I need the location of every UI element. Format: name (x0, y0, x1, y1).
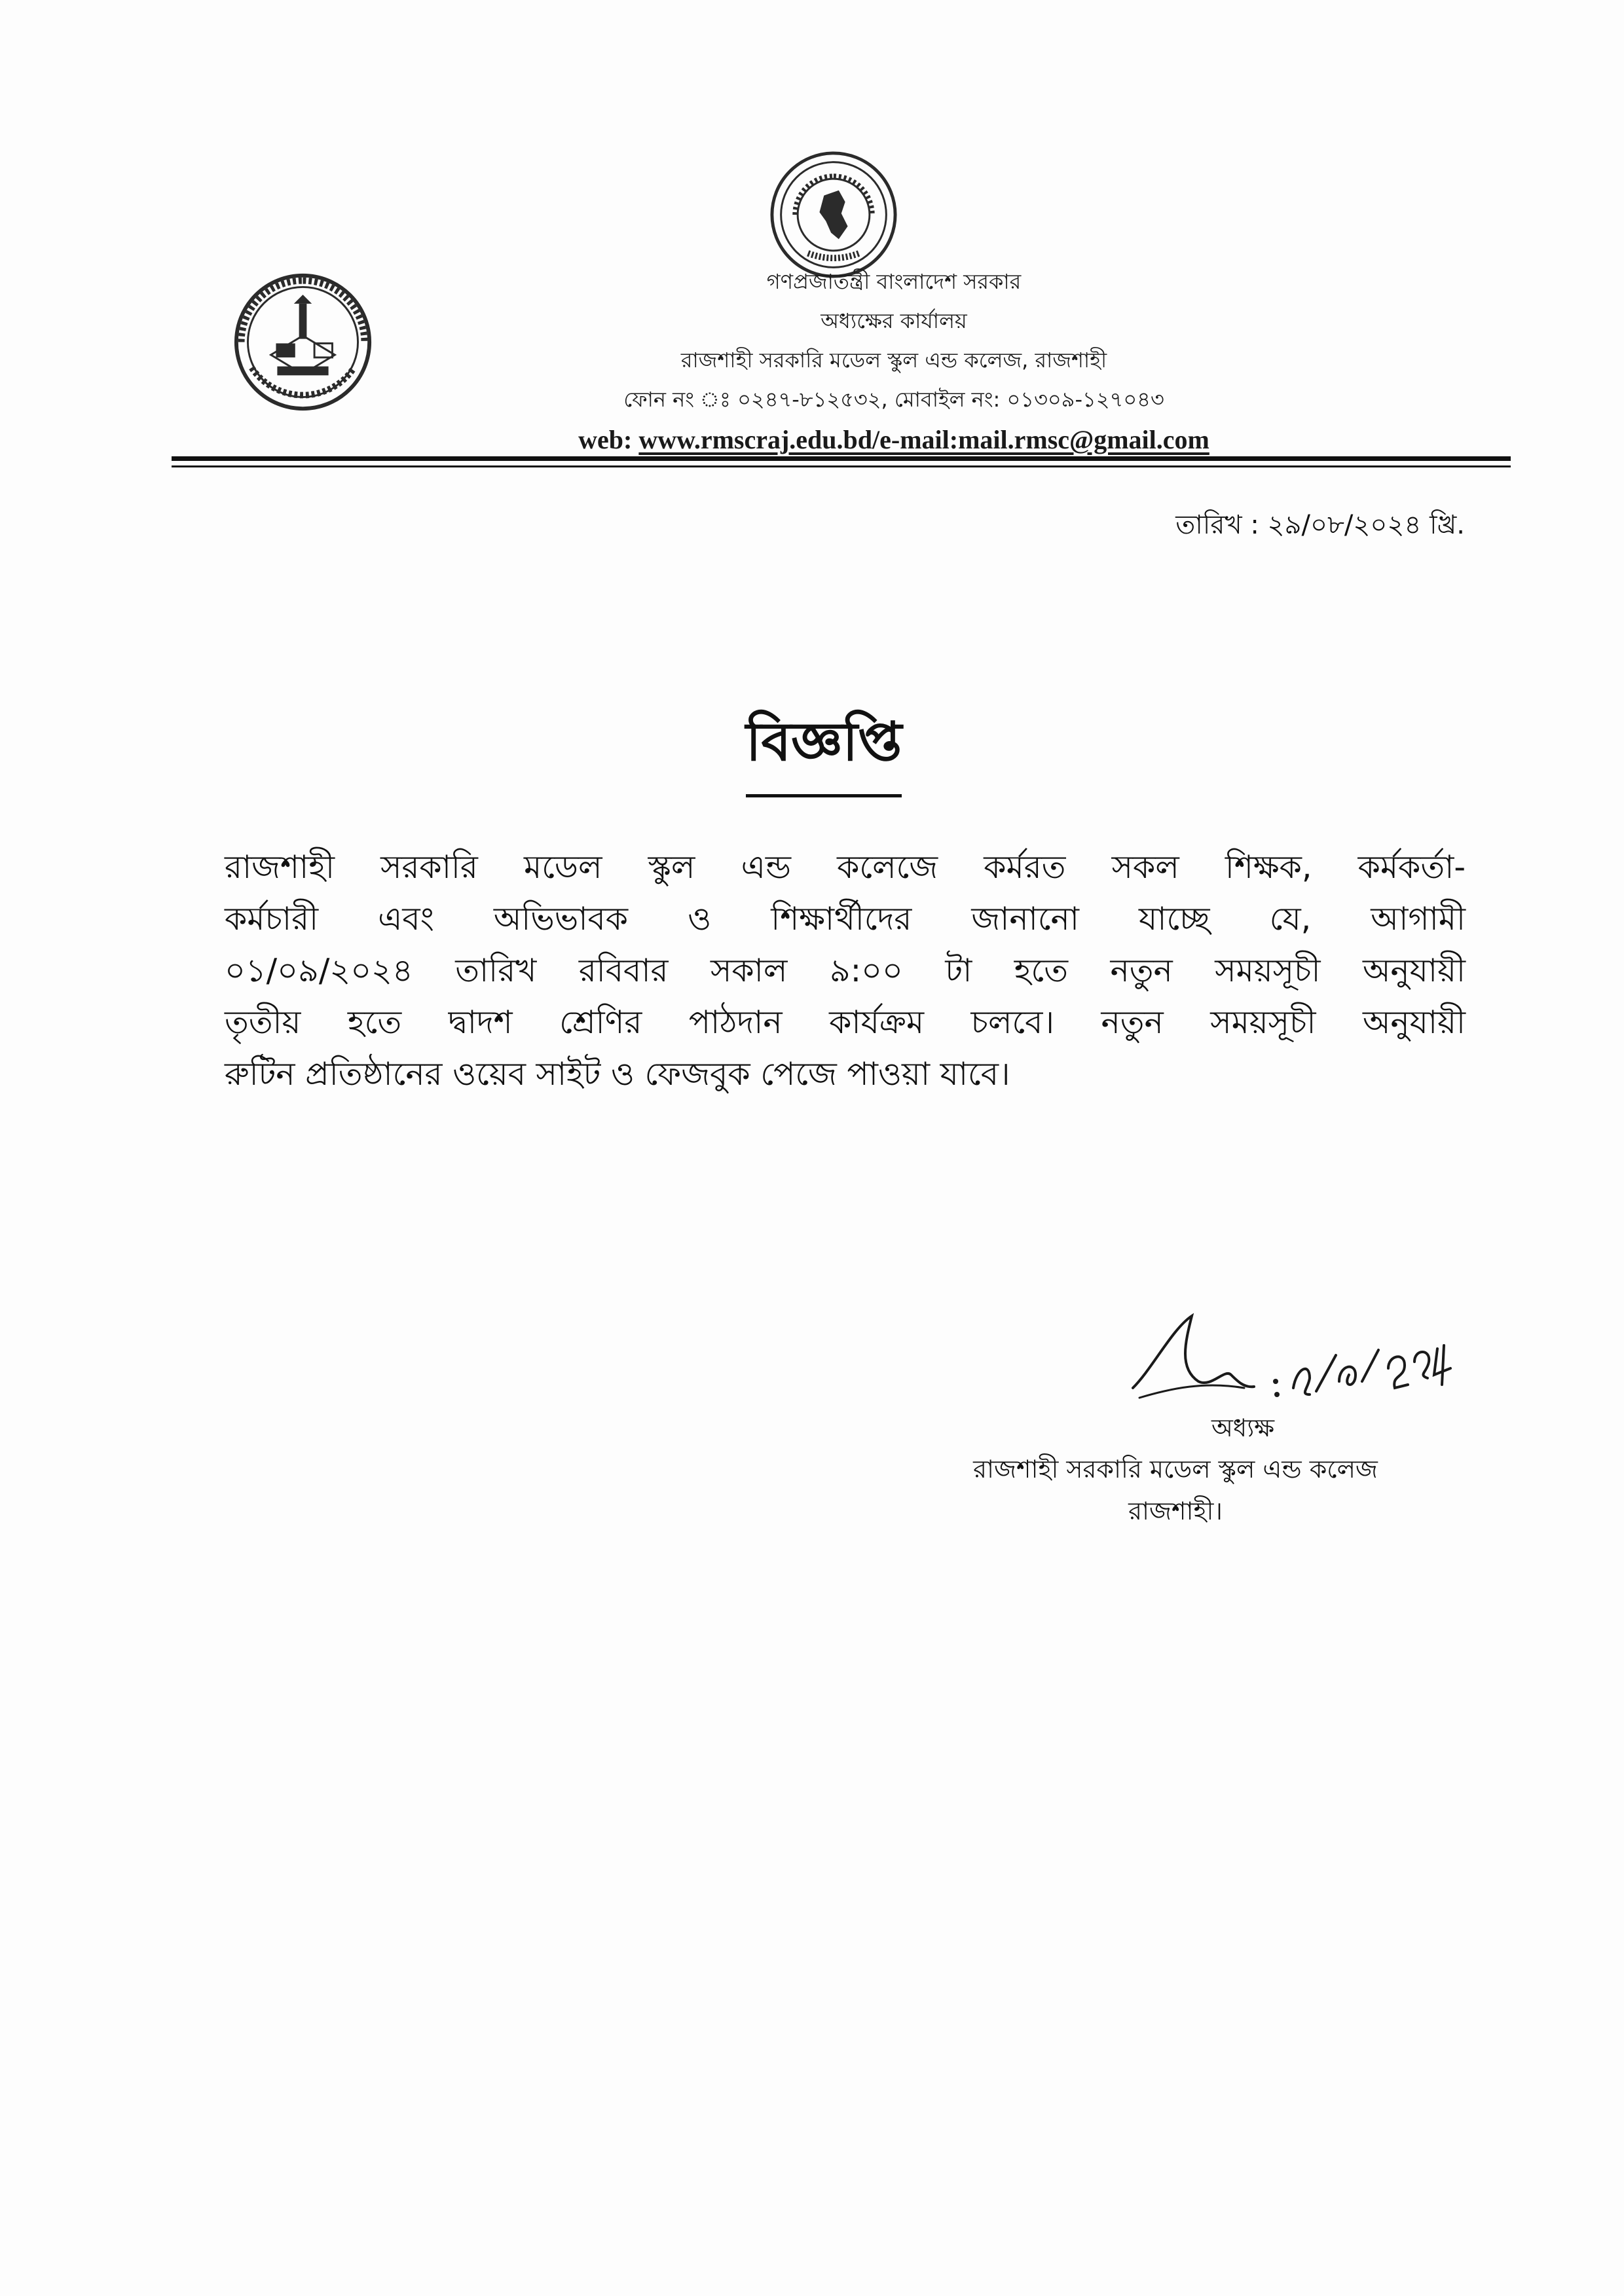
notice-body (225, 841, 1466, 1100)
header-divider-thin (172, 465, 1511, 467)
body-line: তৃতীয় হতে দ্বাদশ শ্রেণির পাঠদান কার্যক্রম চলবে। নতুন সময়সূচী অনুযায়ী (225, 1004, 1466, 1041)
notice-date: তারিখ : ২৯/০৮/২০২৪ খ্রি. (1175, 510, 1465, 540)
signatory-title: অধ্যক্ষ (1211, 1413, 1275, 1442)
body-line: ০১/০৯/২০২৪ তারিখ রবিবার সকাল ৯:০০ টা হতে নতুন সময়সূচী অনুযায়ী (225, 952, 1466, 989)
letterhead-phone: ফোন নং ঃ ০২৪৭-৮১২৫৩২, মোবাইল নং: ০১৩০৯-১২৭০৪৩ (623, 387, 1164, 412)
notice-title: বিজ্ঞপ্তি (746, 701, 902, 797)
school-logo-icon (232, 272, 373, 412)
body-line: কর্মচারী এবং অভিভাবক ও শিক্ষার্থীদের জানানো যাচ্ছে যে, আগামী (225, 900, 1466, 938)
header-divider-thick (172, 456, 1511, 461)
web-link[interactable]: www.rmscraj.edu.bd/e-mail:mail.rmsc@gmail.com (638, 425, 1209, 454)
signature-block (904, 1408, 1447, 1532)
body-line: রুটিন প্রতিষ্ঠানের ওয়েব সাইট ও ফেজবুক পেজে পাওয়া যাবে। (225, 1055, 1010, 1093)
signatory-city: রাজশাহী। (1128, 1497, 1223, 1525)
letterhead-web (393, 420, 1395, 460)
handwritten-signature-icon (1113, 1290, 1480, 1421)
letterhead-office: অধ্যক্ষের কার্যালয় (821, 308, 967, 333)
body-line: রাজশাহী সরকারি মডেল স্কুল এন্ড কলেজে কর্মরত সকল শিক্ষক, কর্মকর্তা- (225, 848, 1466, 886)
letterhead (393, 262, 1395, 460)
letterhead-institution: রাজশাহী সরকারি মডেল স্কুল এন্ড কলেজ, রাজশাহী (680, 348, 1107, 373)
government-seal-icon (769, 151, 898, 279)
letterhead-government: গণপ্রজাতন্ত্রী বাংলাদেশ সরকার (766, 269, 1022, 294)
web-prefix: web: (578, 425, 639, 454)
signatory-institution: রাজশাহী সরকারি মডেল স্কুল এন্ড কলেজ (973, 1455, 1378, 1484)
